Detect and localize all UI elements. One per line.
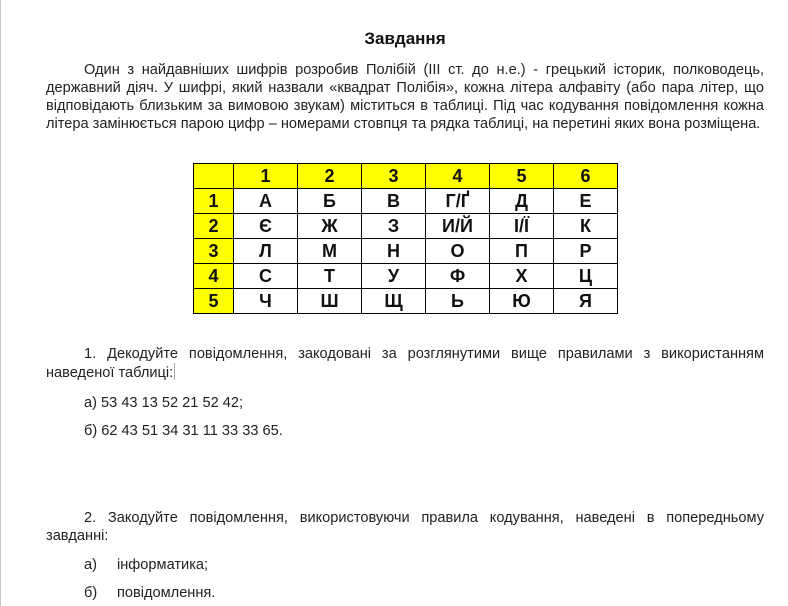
list-item-text: повідомлення. xyxy=(117,585,216,601)
row-header: 4 xyxy=(194,264,234,289)
table-cell: О xyxy=(426,239,490,264)
table-cell: Б xyxy=(298,189,362,214)
table-cell: Є xyxy=(234,214,298,239)
table-row xyxy=(194,239,618,264)
task1-paragraph xyxy=(46,345,764,382)
row-header: 3 xyxy=(194,239,234,264)
table-cell: А xyxy=(234,189,298,214)
table-row xyxy=(194,264,618,289)
table-cell: Ц xyxy=(554,264,618,289)
table-cell: Ь xyxy=(426,289,490,314)
table-cell: П xyxy=(490,239,554,264)
polybius-square-table xyxy=(193,163,618,314)
table-cell: С xyxy=(234,264,298,289)
column-header: 6 xyxy=(554,164,618,189)
page-left-border xyxy=(0,0,1,606)
table-cell: Т xyxy=(298,264,362,289)
list-marker: а) xyxy=(84,557,97,573)
table-cell: Щ xyxy=(362,289,426,314)
table-cell: Ж xyxy=(298,214,362,239)
table-cell: Ф xyxy=(426,264,490,289)
table-cell: Ш xyxy=(298,289,362,314)
text-cursor xyxy=(174,363,175,380)
table-row xyxy=(194,289,618,314)
table-row xyxy=(194,214,618,239)
page-title: Завдання xyxy=(364,29,446,48)
table-cell: З xyxy=(362,214,426,239)
table-cell: У xyxy=(362,264,426,289)
task1-text: 1. Декодуйте повідомлення, закодовані за розглянутими вище правилами з використанням наведеної таблиці: xyxy=(46,346,764,381)
column-header: 2 xyxy=(298,164,362,189)
list-item-text: інформатика; xyxy=(117,557,209,573)
table-cell: И/Й xyxy=(426,214,490,239)
table-header-row xyxy=(194,164,618,189)
table-cell: Р xyxy=(554,239,618,264)
task1-item-b: б) 62 43 51 34 31 11 33 33 65. xyxy=(84,423,283,439)
table-cell: Н xyxy=(362,239,426,264)
table-cell: Х xyxy=(490,264,554,289)
task1-item-a: а) 53 43 13 52 21 52 42; xyxy=(84,395,244,411)
table-corner-cell xyxy=(194,164,234,189)
table-cell: Ч xyxy=(234,289,298,314)
column-header: 5 xyxy=(490,164,554,189)
table-row xyxy=(194,189,618,214)
intro-paragraph: Один з найдавніших шифрів розробив Полібій (ІІІ ст. до н.е.) - грецький історик, полководець, державний діяч. У шифрі, який назвали «квадрат Полібія», кожна літера алфавіту (або пара літер, що відповідають близьким за вимовою звукам) міститься в таблиці. Під час кодування повідомлення кожна літера замінюється парою цифр – номерами стовпця та рядка таблиці, на перетині яких вона розміщена. xyxy=(46,62,764,132)
table-cell: Г/Ґ xyxy=(426,189,490,214)
table-cell: В xyxy=(362,189,426,214)
list-marker: б) xyxy=(84,585,98,601)
table-cell: І/Ї xyxy=(490,214,554,239)
row-header: 1 xyxy=(194,189,234,214)
table-cell: Е xyxy=(554,189,618,214)
column-header: 3 xyxy=(362,164,426,189)
row-header: 2 xyxy=(194,214,234,239)
task2-item-a xyxy=(84,556,208,574)
table-cell: Я xyxy=(554,289,618,314)
table-cell: Л xyxy=(234,239,298,264)
table-cell: М xyxy=(298,239,362,264)
table-cell: Ю xyxy=(490,289,554,314)
column-header: 1 xyxy=(234,164,298,189)
task2-paragraph: 2. Закодуйте повідомлення, використовуючи правила кодування, наведені в попередньому завданні: xyxy=(46,510,764,544)
table-cell: К xyxy=(554,214,618,239)
column-header: 4 xyxy=(426,164,490,189)
row-header: 5 xyxy=(194,289,234,314)
task2-item-b xyxy=(84,584,215,602)
table-cell: Д xyxy=(490,189,554,214)
